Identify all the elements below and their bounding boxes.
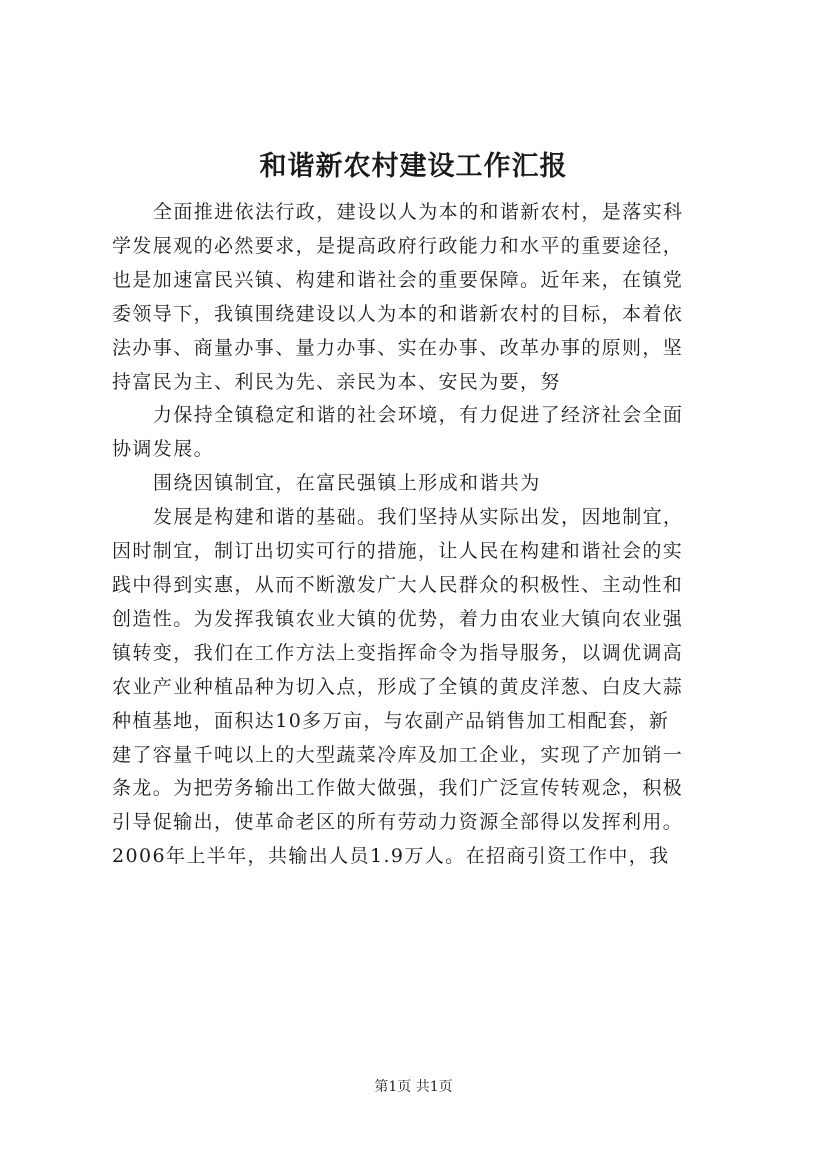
- text-line: 法办事、商量办事、量力办事、实在办事、改革办事的原则，坚: [112, 336, 684, 359]
- text-line: 践中得到实惠，从而不断激发广大人民群众的积极性、主动性和: [112, 573, 684, 596]
- text-line: 农业产业种植品种为切入点，形成了全镇的黄皮洋葱、白皮大蒜: [112, 675, 684, 698]
- text-line: 发展是构建和谐的基础。我们坚持从实际出发，因地制宜，: [153, 506, 684, 529]
- paragraph-4: [112, 501, 732, 874]
- page-footer: 第1页 共1页: [374, 1079, 453, 1095]
- text-line: 镇转变，我们在工作方法上变指挥命令为指导服务，以调优调高: [112, 641, 684, 664]
- document-body: [112, 196, 732, 874]
- text-line: 也是加速富民兴镇、构建和谐社会的重要保障。近年来，在镇党: [112, 268, 684, 291]
- document-title: 和谐新农村建设工作汇报: [259, 151, 568, 182]
- text-line: 2006年上半年，共输出人员1.9万人。在招商引资工作中，我: [112, 845, 670, 868]
- text-line: 创造性。为发挥我镇农业大镇的优势，着力由农业大镇向农业强: [112, 607, 684, 630]
- text-line: 条龙。为把劳务输出工作做大做强，我们广泛宣传转观念，积极: [112, 777, 684, 800]
- text-line: 协调发展。: [112, 438, 215, 461]
- text-line: 因时制宜，制订出切实可行的措施，让人民在构建和谐社会的实: [112, 540, 684, 563]
- text-line: 全面推进依法行政，建设以人为本的和谐新农村，是落实科: [153, 201, 684, 223]
- text-line: 建了容量千吨以上的大型蔬菜冷库及加工企业，实现了产加销一: [112, 743, 684, 766]
- text-line: 力保持全镇稳定和谐的社会环境，有力促进了经济社会全面: [153, 404, 684, 427]
- paragraph-3: [112, 467, 732, 501]
- text-line: 围绕因镇制宜，在富民强镇上形成和谐共为: [153, 472, 541, 495]
- text-line: 委领导下，我镇围绕建设以人为本的和谐新农村的目标，本着依: [112, 302, 684, 325]
- text-line: 持富民为主、利民为先、亲民为本、安民为要，努: [112, 370, 561, 393]
- text-line: 种植基地，面积达10多万亩，与农副产品销售加工相配套，新: [112, 709, 670, 732]
- text-line: 引导促输出，使革命老区的所有劳动力资源全部得以发挥利用。: [112, 811, 684, 834]
- paragraph-1: [112, 196, 732, 399]
- text-line: 学发展观的必然要求，是提高政府行政能力和水平的重要途径，: [112, 234, 684, 257]
- paragraph-2: [112, 399, 732, 467]
